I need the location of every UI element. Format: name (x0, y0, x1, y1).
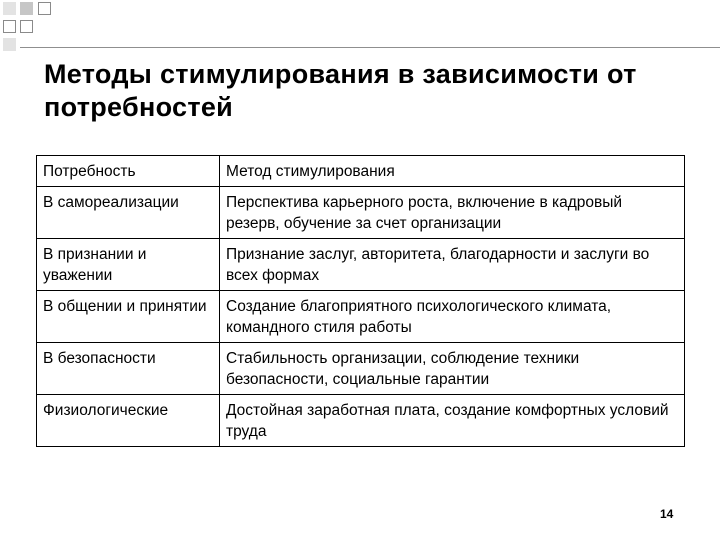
table-row (37, 187, 685, 239)
decor-square (3, 38, 16, 51)
decor-square (3, 2, 16, 15)
header-rule (20, 47, 720, 48)
corner-decoration (0, 0, 60, 50)
method-cell: Стабильность организации, соблюдение техники безопасности, социальные гарантии (220, 343, 685, 395)
table-row (37, 239, 685, 291)
method-cell: Признание заслуг, авторитета, благодарности и заслуги во всех формах (220, 239, 685, 291)
table-row (37, 343, 685, 395)
need-cell: В общении и принятии (37, 291, 220, 343)
table-row (37, 291, 685, 343)
column-header-method: Метод стимулирования (220, 156, 685, 187)
methods-table (36, 155, 685, 447)
slide-title: Методы стимулирования в зависимости от потребностей (44, 59, 637, 122)
column-header-need: Потребность (37, 156, 220, 187)
need-cell: В самореализации (37, 187, 220, 239)
method-cell: Создание благоприятного психологического климата, командного стиля работы (220, 291, 685, 343)
method-cell: Достойная заработная плата, создание комфортных условий труда (220, 395, 685, 447)
decor-square (38, 2, 51, 15)
decor-square (20, 20, 33, 33)
table-row (37, 395, 685, 447)
method-cell: Перспектива карьерного роста, включение в кадровый резерв, обучение за счет организации (220, 187, 685, 239)
page-number: 14 (660, 507, 674, 521)
need-cell: В признании и уважении (37, 239, 220, 291)
decor-square (20, 2, 33, 15)
decor-square (3, 20, 16, 33)
table-header-row (37, 156, 685, 187)
need-cell: Физиологические (37, 395, 220, 447)
need-cell: В безопасности (37, 343, 220, 395)
